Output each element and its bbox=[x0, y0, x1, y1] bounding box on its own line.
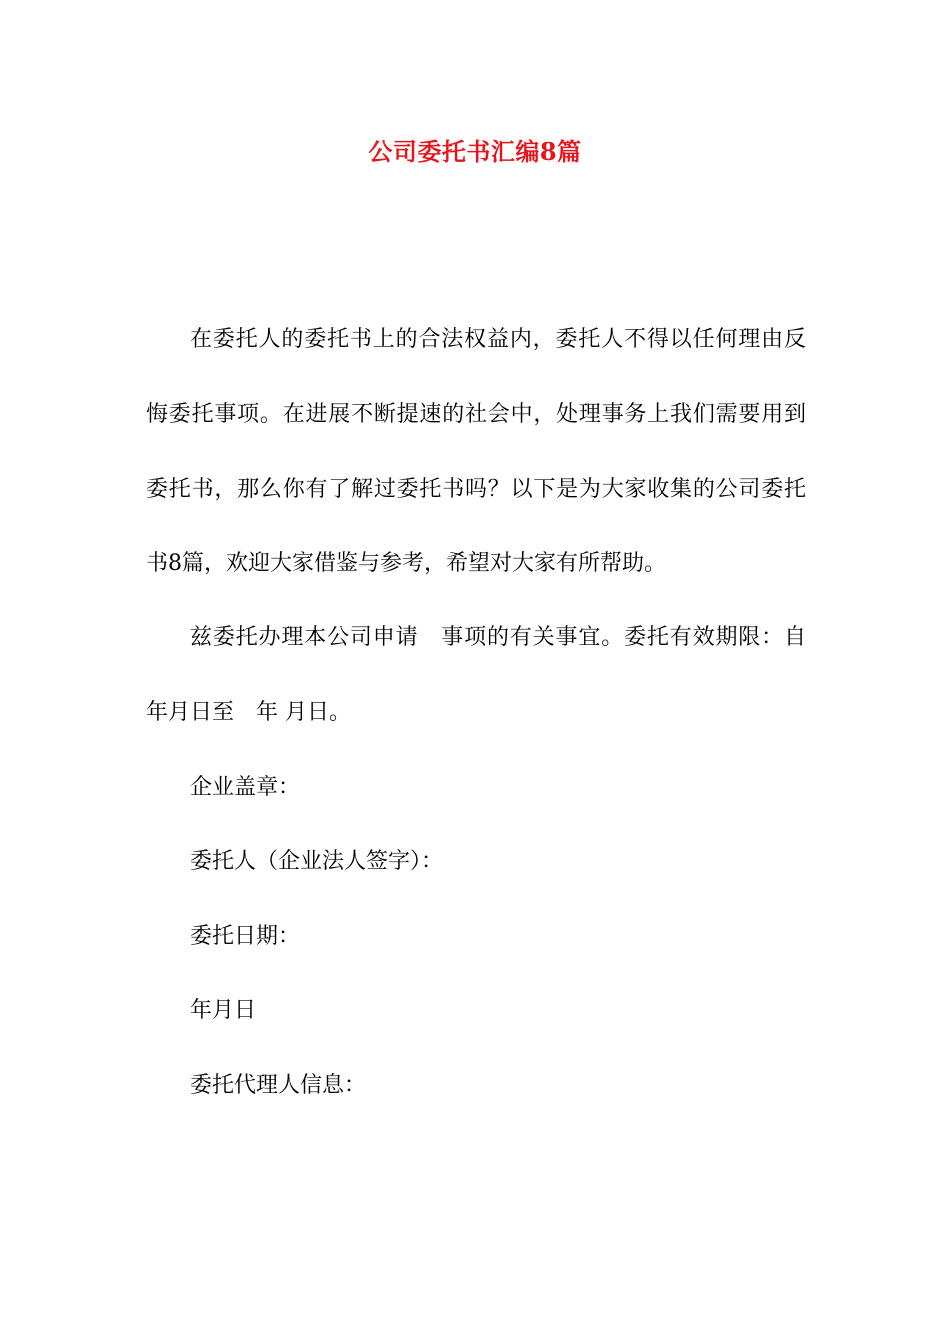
principal-signature-label: 委托人（企业法人签字）： bbox=[190, 849, 444, 874]
date-placeholder: 年月日 bbox=[190, 998, 257, 1023]
paragraph-line: 年月日至 年 月日。 bbox=[146, 700, 351, 725]
paragraph-line: 委托书，那么你有了解过委托书吗？以下是为大家收集的公司委托 bbox=[146, 477, 806, 502]
paragraph-line: 悔委托事项。在进展不断提速的社会中，处理事务上我们需要用到 bbox=[146, 402, 806, 427]
entrust-date-label: 委托日期： bbox=[190, 924, 301, 949]
paragraph-line: 兹委托办理本公司申请 事项的有关事宜。委托有效期限：自 bbox=[190, 625, 806, 650]
document-title: 公司委托书汇编8篇 bbox=[368, 137, 582, 166]
paragraph-line: 在委托人的委托书上的合法权益内，委托人不得以任何理由反 bbox=[190, 327, 806, 352]
paragraph-line: 书8篇，欢迎大家借鉴与参考，希望对大家有所帮助。 bbox=[146, 551, 666, 576]
agent-info-label: 委托代理人信息： bbox=[190, 1073, 367, 1098]
company-seal-label: 企业盖章： bbox=[190, 775, 301, 800]
